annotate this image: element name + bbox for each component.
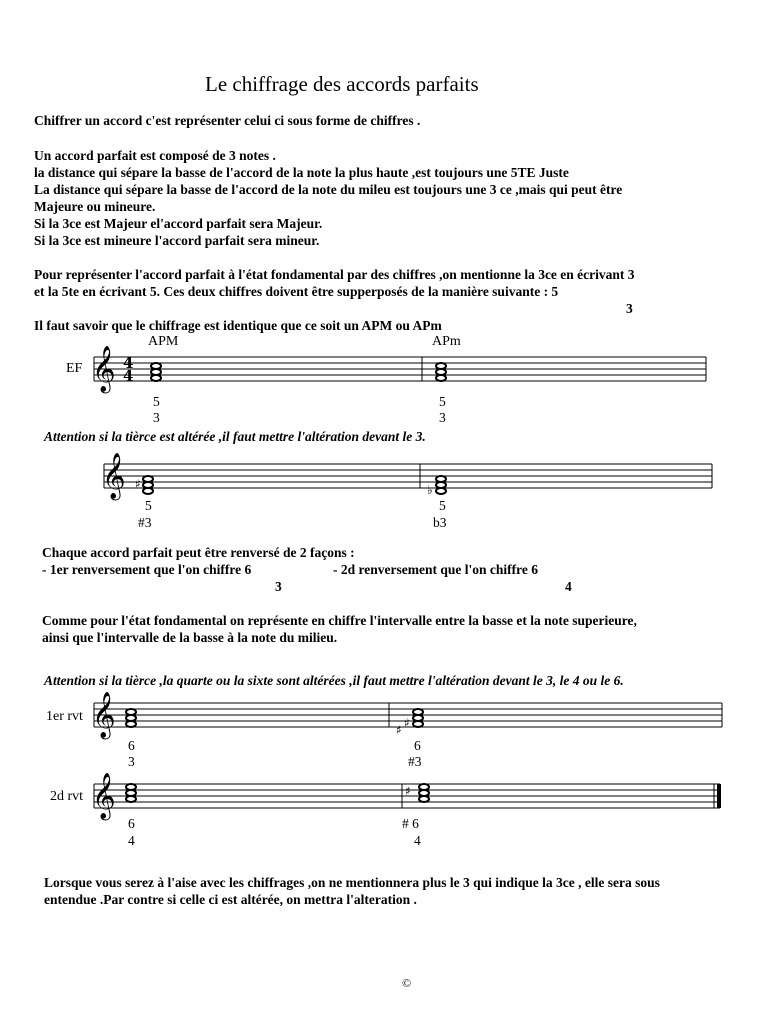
- rule-line: Un accord parfait est composé de 3 notes .: [34, 148, 276, 163]
- treble-clef: 𝄞: [92, 773, 116, 819]
- represent-line: Pour représenter l'accord parfait à l'état fondamental par des chiffres ,on mentionne la 3ce en écrivant 3: [34, 267, 635, 282]
- inversion-second: - 2d renversement que l'on chiffre 6: [333, 562, 538, 577]
- warning-text: Attention si la tièrce ,la quarte ou la sixte sont altérées ,il faut mettre l'altération devant le 3, le 4 ou le 6.: [44, 673, 624, 688]
- closing-line: entendue .Par contre si celle ci est altérée, on mettra l'alteration .: [44, 892, 417, 907]
- represent-line: et la 5te en écrivant 5. Ces deux chiffres doivent être supperposés de la manière suivante : 5: [34, 284, 559, 299]
- treble-clef: 𝄞: [92, 346, 116, 392]
- whole-note: [126, 796, 136, 802]
- closing-line: Lorsque vous serez à l'aise avec les chiffrages ,on ne mentionnera plus le 3 qui indique la 3ce , elle sera sous: [44, 875, 660, 890]
- staff-label: 1er rvt: [46, 709, 83, 724]
- treble-clef: 𝄞: [102, 453, 126, 499]
- sharp-accidental: ♯: [404, 716, 410, 730]
- figure-bottom: #3: [138, 515, 152, 530]
- figure-bottom: 4: [414, 833, 421, 848]
- sharp-accidental: ♯: [396, 723, 402, 737]
- treble-clef: 𝄞: [92, 692, 116, 738]
- sharp-accidental: ♯: [405, 784, 411, 798]
- time-signature-top: 4: [123, 354, 134, 372]
- rule-line: la distance qui sépare la basse de l'accord de la note la plus haute ,est toujours une 5TE Juste: [34, 165, 569, 180]
- figure-top: 5: [439, 394, 446, 409]
- staff-label: EF: [66, 361, 83, 376]
- figure-top: 5: [153, 394, 160, 409]
- page-title: Le chiffrage des accords parfaits: [205, 72, 479, 96]
- figure-bottom: 4: [128, 833, 135, 848]
- time-signature-bottom: 4: [123, 367, 134, 385]
- chord-name: APM: [148, 334, 179, 349]
- figure-top: # 6: [402, 816, 419, 831]
- rule-line: Majeure ou mineure.: [34, 199, 156, 214]
- figure-top: 6: [128, 738, 135, 753]
- fundamental-line: Comme pour l'état fondamental on représente en chiffre l'intervalle entre la basse et la note superieure,: [42, 613, 637, 628]
- represent-figure: 3: [626, 301, 633, 316]
- rule-line: Si la 3ce est mineure l'accord parfait sera mineur.: [34, 233, 320, 248]
- inversion-first-figure: 3: [275, 579, 282, 594]
- inversion-second-figure: 4: [565, 579, 572, 594]
- rule-line: Si la 3ce est Majeur el'accord parfait sera Majeur.: [34, 216, 323, 231]
- figure-bottom: 3: [439, 410, 446, 425]
- warning-text: Attention si la tièrce est altérée ,il faut mettre l'altération devant le 3.: [44, 429, 426, 444]
- figure-bottom: 3: [153, 410, 160, 425]
- figure-bottom: b3: [433, 515, 447, 530]
- intro-text: Chiffrer un accord c'est représenter celui ci sous forme de chiffres .: [34, 113, 421, 128]
- figure-top: 5: [439, 498, 446, 513]
- flat-accidental: ♭: [427, 483, 433, 497]
- final-barline: [717, 784, 721, 808]
- figure-bottom: #3: [408, 754, 422, 769]
- sharp-accidental: ♯: [135, 477, 141, 491]
- copyright: ©: [402, 976, 412, 990]
- figure-top: 6: [128, 816, 135, 831]
- fundamental-line: ainsi que l'intervalle de la basse à la note du milieu.: [42, 630, 338, 645]
- rule-line: La distance qui sépare la basse de l'accord de la note du mileu est toujours une 3 ce ,mais qui peut être: [34, 182, 623, 197]
- inversions-intro: Chaque accord parfait peut être renversé de 2 façons :: [42, 545, 355, 560]
- figure-top: 5: [145, 498, 152, 513]
- figure-bottom: 3: [128, 754, 135, 769]
- identical-text: Il faut savoir que le chiffrage est identique que ce soit un APM ou APm: [34, 318, 442, 333]
- staff-label: 2d rvt: [50, 789, 84, 804]
- whole-note: [419, 796, 429, 802]
- chord-name: APm: [432, 334, 461, 349]
- inversion-first: - 1er renversement que l'on chiffre 6: [42, 562, 252, 577]
- figure-top: 6: [414, 738, 421, 753]
